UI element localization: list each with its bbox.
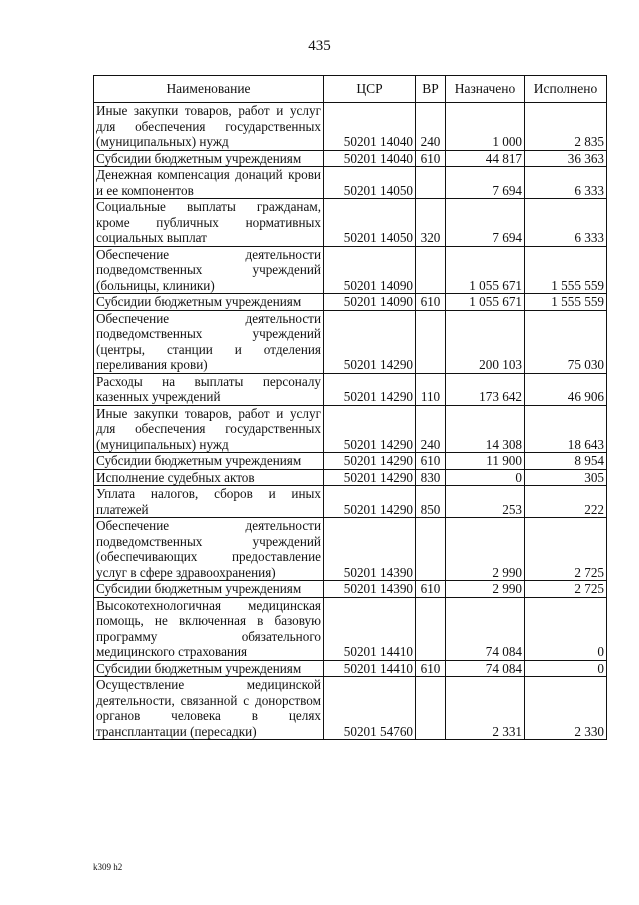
table-row bbox=[94, 150, 607, 167]
row-name: Обеспечение деятельности подведомственных учреждений (центры, станции и отделения переливания крови) bbox=[94, 310, 324, 373]
row-name: Субсидии бюджетным учреждениям bbox=[94, 453, 324, 470]
row-csr: 50201 54760 bbox=[324, 677, 416, 740]
row-assigned: 2 990 bbox=[446, 581, 525, 598]
header-csr: ЦСР bbox=[324, 76, 416, 103]
row-csr: 50201 14290 bbox=[324, 453, 416, 470]
table-row bbox=[94, 597, 607, 660]
row-csr: 50201 14040 bbox=[324, 150, 416, 167]
row-vr bbox=[416, 246, 446, 294]
row-executed: 75 030 bbox=[525, 310, 607, 373]
row-executed: 2 835 bbox=[525, 103, 607, 151]
row-name: Социальные выплаты гражданам, кроме публичных нормативных социальных выплат bbox=[94, 199, 324, 247]
row-assigned: 1 055 671 bbox=[446, 246, 525, 294]
row-executed: 6 333 bbox=[525, 199, 607, 247]
row-name: Субсидии бюджетным учреждениям bbox=[94, 581, 324, 598]
row-name: Уплата налогов, сборов и иных платежей bbox=[94, 486, 324, 518]
row-csr: 50201 14090 bbox=[324, 294, 416, 311]
row-csr: 50201 14090 bbox=[324, 246, 416, 294]
row-csr: 50201 14410 bbox=[324, 597, 416, 660]
row-assigned: 11 900 bbox=[446, 453, 525, 470]
row-csr: 50201 14290 bbox=[324, 373, 416, 405]
row-vr: 610 bbox=[416, 453, 446, 470]
row-name: Обеспечение деятельности подведомственных учреждений (больницы, клиники) bbox=[94, 246, 324, 294]
row-assigned: 74 084 bbox=[446, 597, 525, 660]
table-row bbox=[94, 677, 607, 740]
row-vr: 610 bbox=[416, 581, 446, 598]
header-assigned: Назначено bbox=[446, 76, 525, 103]
row-name: Денежная компенсация донаций крови и ее компонентов bbox=[94, 167, 324, 199]
row-executed: 2 330 bbox=[525, 677, 607, 740]
row-csr: 50201 14050 bbox=[324, 199, 416, 247]
row-vr: 110 bbox=[416, 373, 446, 405]
row-assigned: 2 331 bbox=[446, 677, 525, 740]
row-csr: 50201 14290 bbox=[324, 486, 416, 518]
table-row bbox=[94, 373, 607, 405]
row-name: Высокотехнологичная медицинская помощь, не включенная в базовую программу обязательного медицинского страхования bbox=[94, 597, 324, 660]
row-csr: 50201 14290 bbox=[324, 405, 416, 453]
budget-table bbox=[93, 75, 607, 740]
table-row bbox=[94, 103, 607, 151]
row-assigned: 1 000 bbox=[446, 103, 525, 151]
row-name: Субсидии бюджетным учреждениям bbox=[94, 150, 324, 167]
row-assigned: 0 bbox=[446, 469, 525, 486]
table-row bbox=[94, 581, 607, 598]
row-assigned: 2 990 bbox=[446, 518, 525, 581]
row-executed: 6 333 bbox=[525, 167, 607, 199]
row-vr: 240 bbox=[416, 405, 446, 453]
row-csr: 50201 14040 bbox=[324, 103, 416, 151]
page-number: 435 bbox=[308, 38, 331, 54]
row-vr: 830 bbox=[416, 469, 446, 486]
header-executed: Исполнено bbox=[525, 76, 607, 103]
row-executed: 0 bbox=[525, 660, 607, 677]
row-assigned: 1 055 671 bbox=[446, 294, 525, 311]
row-vr: 610 bbox=[416, 660, 446, 677]
row-csr: 50201 14410 bbox=[324, 660, 416, 677]
row-csr: 50201 14390 bbox=[324, 518, 416, 581]
header-name: Наименование bbox=[94, 76, 324, 103]
row-csr: 50201 14050 bbox=[324, 167, 416, 199]
row-executed: 2 725 bbox=[525, 581, 607, 598]
header-vr: ВР bbox=[416, 76, 446, 103]
row-vr: 320 bbox=[416, 199, 446, 247]
row-assigned: 253 bbox=[446, 486, 525, 518]
row-vr bbox=[416, 167, 446, 199]
row-assigned: 44 817 bbox=[446, 150, 525, 167]
row-vr: 610 bbox=[416, 150, 446, 167]
row-executed: 222 bbox=[525, 486, 607, 518]
row-name: Иные закупки товаров, работ и услуг для обеспечения государственных (муниципальных) нужд bbox=[94, 103, 324, 151]
row-name: Субсидии бюджетным учреждениям bbox=[94, 660, 324, 677]
row-assigned: 7 694 bbox=[446, 167, 525, 199]
table-row bbox=[94, 310, 607, 373]
table-row bbox=[94, 167, 607, 199]
table-row bbox=[94, 518, 607, 581]
row-executed: 2 725 bbox=[525, 518, 607, 581]
row-vr: 850 bbox=[416, 486, 446, 518]
row-executed: 8 954 bbox=[525, 453, 607, 470]
row-assigned: 7 694 bbox=[446, 199, 525, 247]
row-vr bbox=[416, 310, 446, 373]
row-csr: 50201 14290 bbox=[324, 310, 416, 373]
table-row bbox=[94, 294, 607, 311]
row-executed: 18 643 bbox=[525, 405, 607, 453]
row-assigned: 173 642 bbox=[446, 373, 525, 405]
table-header-row bbox=[94, 76, 607, 103]
row-name: Расходы на выплаты персоналу казенных учреждений bbox=[94, 373, 324, 405]
row-executed: 1 555 559 bbox=[525, 246, 607, 294]
row-csr: 50201 14290 bbox=[324, 469, 416, 486]
table-row bbox=[94, 405, 607, 453]
row-vr bbox=[416, 518, 446, 581]
row-vr: 240 bbox=[416, 103, 446, 151]
row-vr bbox=[416, 597, 446, 660]
footer-code: k309 h2 bbox=[93, 862, 123, 872]
row-name: Исполнение судебных актов bbox=[94, 469, 324, 486]
row-vr bbox=[416, 677, 446, 740]
row-name: Обеспечение деятельности подведомственных учреждений (обеспечивающих предоставление услуг в сфере здравоохранения) bbox=[94, 518, 324, 581]
row-executed: 305 bbox=[525, 469, 607, 486]
row-assigned: 14 308 bbox=[446, 405, 525, 453]
row-assigned: 74 084 bbox=[446, 660, 525, 677]
row-executed: 46 906 bbox=[525, 373, 607, 405]
table-row bbox=[94, 453, 607, 470]
row-executed: 0 bbox=[525, 597, 607, 660]
table-row bbox=[94, 486, 607, 518]
row-name: Иные закупки товаров, работ и услуг для обеспечения государственных (муниципальных) нужд bbox=[94, 405, 324, 453]
row-name: Осуществление медицинской деятельности, связанной с донорством органов человека в целях трансплантации (пересадки) bbox=[94, 677, 324, 740]
row-name: Субсидии бюджетным учреждениям bbox=[94, 294, 324, 311]
table-row bbox=[94, 660, 607, 677]
row-csr: 50201 14390 bbox=[324, 581, 416, 598]
row-executed: 36 363 bbox=[525, 150, 607, 167]
row-assigned: 200 103 bbox=[446, 310, 525, 373]
row-vr: 610 bbox=[416, 294, 446, 311]
table-row bbox=[94, 246, 607, 294]
table-row bbox=[94, 199, 607, 247]
row-executed: 1 555 559 bbox=[525, 294, 607, 311]
table-row bbox=[94, 469, 607, 486]
